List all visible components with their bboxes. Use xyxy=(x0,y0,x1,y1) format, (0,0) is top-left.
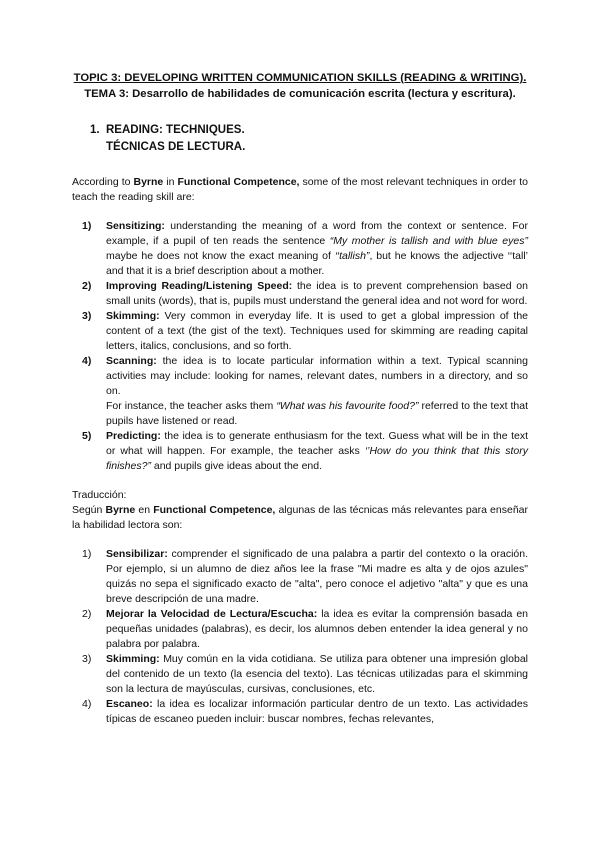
section-title-en: READING: TECHNIQUES. xyxy=(106,124,245,136)
list-item: 1) Sensitizing: understanding the meaning of a word from the context or sentence. For example, if a pupil of ten reads the sentence “My mother is tallish and with blue eyes” maybe he does not know the exact meaning of ‘‘tallish”, but he knows the adjective ‘‘tall’ and that it is a brief description about a mother. xyxy=(82,220,528,277)
list-item: 2) Mejorar la Velocidad de Lectura/Escucha: la idea es evitar la comprensión basada en pequeñas unidades (palabras), es decir, los alumnos deben entender la idea general y no palabra por palabra. xyxy=(82,608,528,650)
list-item: 5) Predicting: the idea is to generate enthusiasm for the text. Guess what will be in the text or what will happen. For example, the teacher asks ‘’How do you think that this story finishes?” and pupils give ideas about the end. xyxy=(82,430,528,472)
intro-paragraph-es: Según Byrne en Functional Competence, algunas de las técnicas más relevantes para enseñar la habilidad lectora son: xyxy=(72,504,529,531)
section-number: 1. xyxy=(90,124,100,136)
title-english: TOPIC 3: DEVELOPING WRITTEN COMMUNICATION SKILLS (READING & WRITING). xyxy=(73,72,527,84)
list-item: 4) Scanning: the idea is to locate particular information within a text. Typical scanning activities may include: looking for names, relevant dates, numbers in a directory, and so on. For instance, the teacher asks them “What was his favourite food?” referred to the text that pupils have listened or read. xyxy=(82,355,528,427)
list-item: 2) Improving Reading/Listening Speed: the idea is to prevent comprehension based on small units (words), that is, pupils must understand the general idea and not word for word. xyxy=(82,280,528,307)
section-heading xyxy=(90,122,528,156)
list-item: 3) Skimming: Very common in everyday life. It is used to get a global impression of the content of a text (the gist of the text). Techniques used for skimming are reading capital letters, italics, conclusions, and so forth. xyxy=(82,310,528,352)
list-item: 4) Escaneo: la idea es localizar información particular dentro de un texto. Las actividades típicas de escaneo pueden incluir: buscar nombres, fechas relevantes, xyxy=(82,698,528,725)
section-title-es: TÉCNICAS DE LECTURA. xyxy=(106,141,246,153)
list-item: 1) Sensibilizar: comprender el significado de una palabra a partir del contexto o la oración. Por ejemplo, si un alumno de diez años lee la frase "Mi madre es alta y de ojos azules" quizás no sepa el significado exacto de "alta", pero conoce el adjetivo "alta" y que es una breve descripción de una madre. xyxy=(82,548,528,605)
list-item: 3) Skimming: Muy común en la vida cotidiana. Se utiliza para obtener una impresión global del contenido de un texto (la esencia del texto). Las técnicas utilizadas para el skimming son la lectura de mayúsculas, cursivas, conclusiones, etc. xyxy=(82,653,528,695)
techniques-list-en xyxy=(72,219,528,474)
translation-label: Traducción: xyxy=(72,489,127,501)
intro-paragraph-en: According to Byrne in Functional Competence, some of the most relevant techniques in order to teach the reading skill are: xyxy=(72,176,528,203)
title-spanish: TEMA 3: Desarrollo de habilidades de comunicación escrita (lectura y escritura). xyxy=(84,88,516,100)
techniques-list-es xyxy=(72,547,528,727)
